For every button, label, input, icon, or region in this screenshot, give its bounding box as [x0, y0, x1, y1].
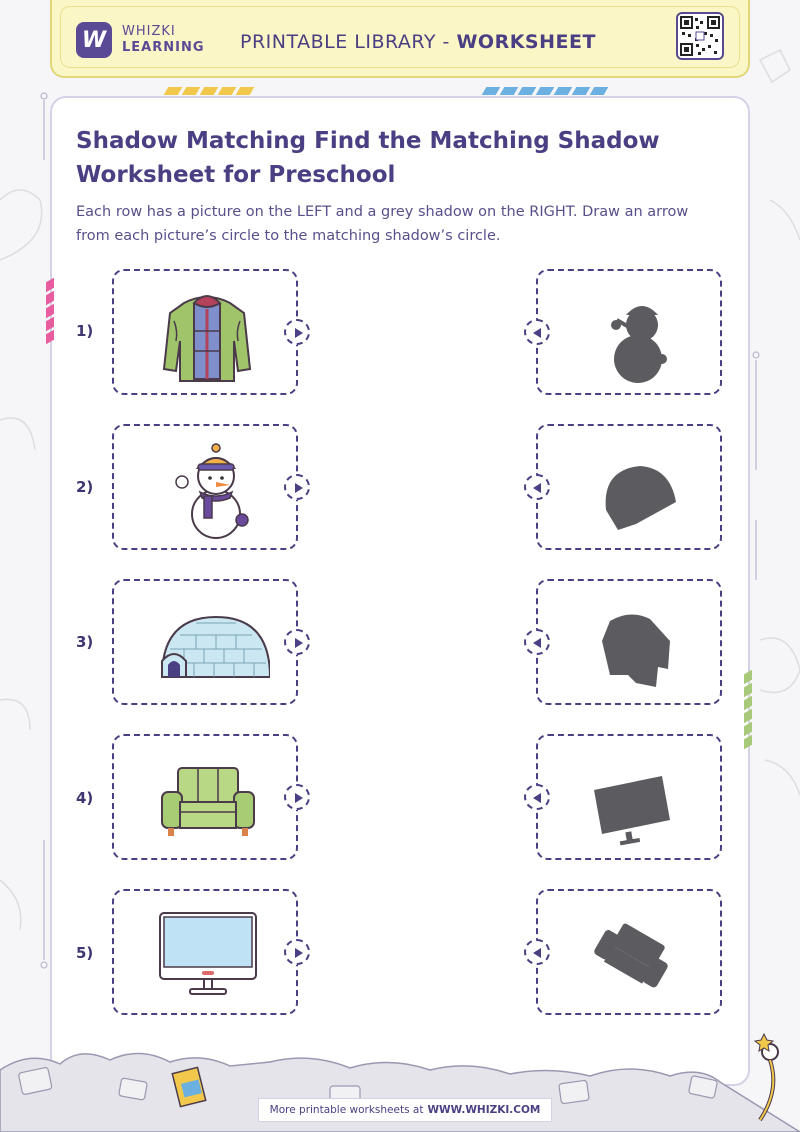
qr-code-icon[interactable] [676, 12, 724, 60]
shadow-box-hat [536, 424, 722, 550]
yellow-stripes [166, 80, 256, 99]
sofa-shadow-icon [568, 901, 694, 1007]
igloo-picture-icon [144, 591, 270, 697]
logo-line1: WHIZKI [122, 24, 176, 39]
footer-link[interactable]: WWW.WHIZKI.COM [427, 1104, 541, 1116]
blue-stripes [484, 80, 610, 99]
shadow-connect-dot-3[interactable] [524, 629, 550, 655]
jacket-picture-icon [144, 281, 270, 387]
green-side-stripes [744, 672, 752, 750]
picture-connect-dot-1[interactable] [284, 319, 310, 345]
snowman-shadow-icon [568, 281, 694, 387]
picture-connect-dot-3[interactable] [284, 629, 310, 655]
worksheet-instructions: Each row has a picture on the LEFT and a grey shadow on the RIGHT. Draw an arrow from each picture’s circle to the matching shadow’s circle. [76, 204, 689, 244]
picture-connect-dot-2[interactable] [284, 474, 310, 500]
shadow-box-monitor [536, 734, 722, 860]
snowman-picture-icon [144, 436, 270, 542]
shadow-connect-dot-2[interactable] [524, 474, 550, 500]
header-title-prefix: PRINTABLE LIBRARY - [240, 31, 457, 53]
picture-box-monitor [112, 889, 298, 1015]
shadow-box-snowman [536, 269, 722, 395]
row-number-2: 2) [76, 478, 94, 496]
sofa-picture-icon [144, 746, 270, 852]
picture-box-sofa [112, 734, 298, 860]
pink-side-stripes [46, 280, 54, 345]
shadow-box-jacket [536, 579, 722, 705]
hat-shadow-icon [568, 436, 694, 542]
picture-connect-dot-4[interactable] [284, 784, 310, 810]
header-title-bold: WORKSHEET [456, 31, 596, 53]
picture-box-jacket [112, 269, 298, 395]
shadow-box-sofa [536, 889, 722, 1015]
row-number-4: 4) [76, 789, 94, 807]
whizki-logo-icon[interactable]: W [76, 22, 112, 58]
shadow-connect-dot-5[interactable] [524, 939, 550, 965]
shadow-connect-dot-1[interactable] [524, 319, 550, 345]
picture-box-igloo [112, 579, 298, 705]
row-number-3: 3) [76, 633, 94, 651]
header-title [240, 31, 596, 53]
footer-banner [258, 1098, 552, 1122]
logo-line2: LEARNING [122, 40, 205, 55]
jacket-shadow-icon [568, 591, 694, 697]
header-banner [50, 0, 750, 78]
footer-text: More printable worksheets at [269, 1104, 424, 1116]
row-number-5: 5) [76, 944, 94, 962]
row-number-1: 1) [76, 322, 94, 340]
shadow-connect-dot-4[interactable] [524, 784, 550, 810]
worksheet-title: Shadow Matching Find the Matching Shadow Worksheet for Preschool [76, 128, 660, 188]
logo-text [122, 24, 205, 56]
picture-box-snowman [112, 424, 298, 550]
monitor-shadow-icon [568, 746, 694, 852]
monitor-picture-icon [144, 901, 270, 1007]
picture-connect-dot-5[interactable] [284, 939, 310, 965]
